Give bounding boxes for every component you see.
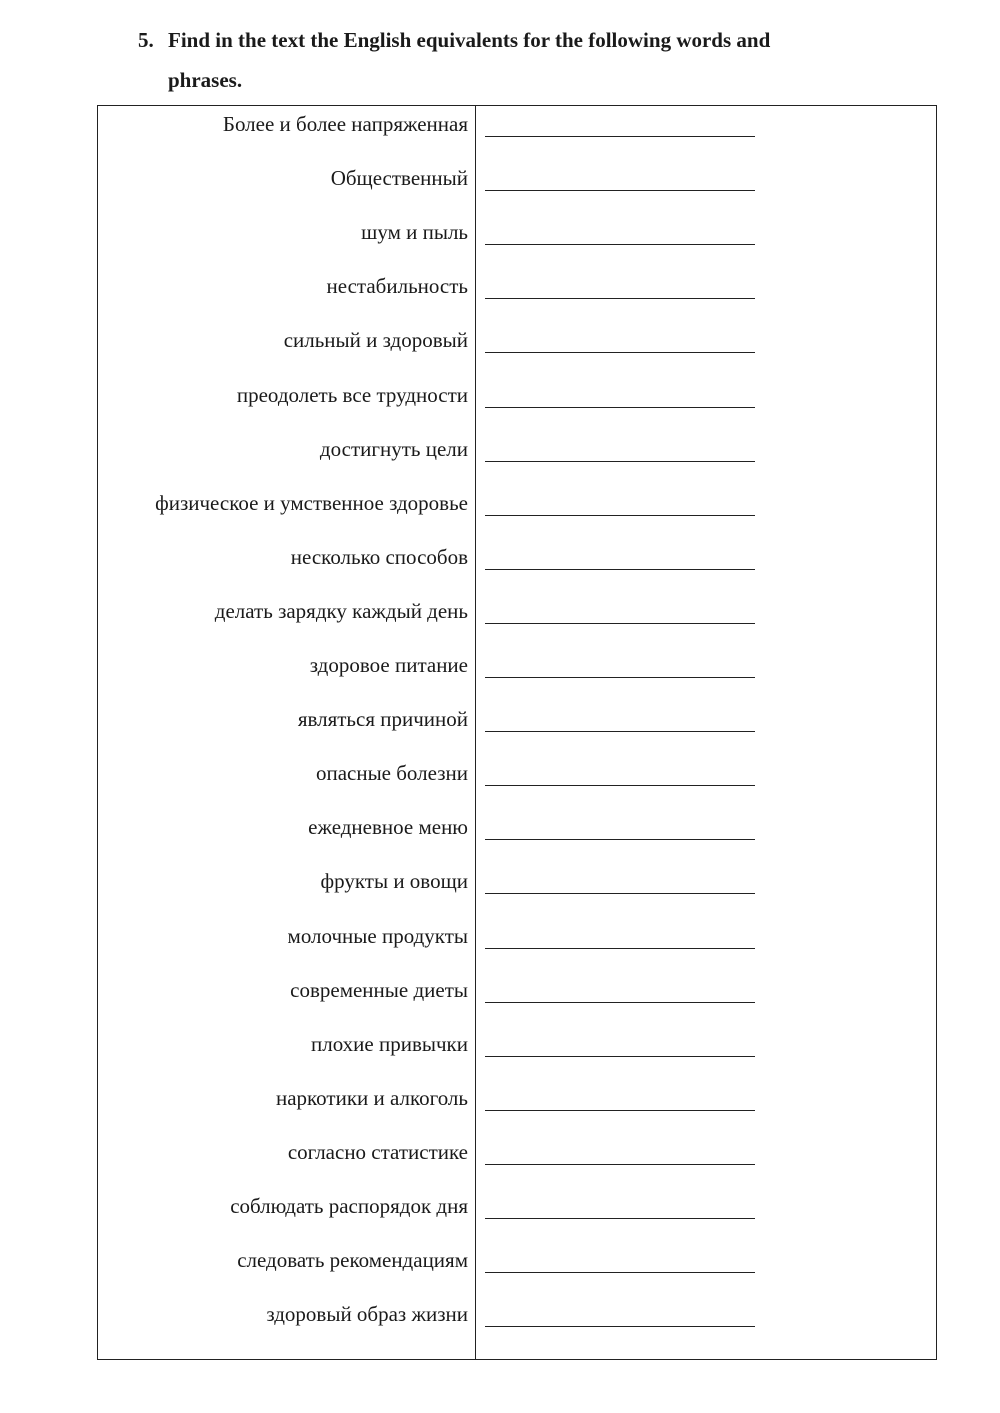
russian-term: Общественный	[330, 166, 468, 191]
answer-blank-line[interactable]	[485, 785, 755, 786]
russian-term: фрукты и овощи	[320, 869, 468, 894]
vocab-row	[98, 812, 938, 866]
russian-term: несколько способов	[290, 544, 468, 569]
russian-term: сильный и здоровый	[283, 328, 468, 353]
vocab-row	[98, 380, 938, 434]
answer-blank-line[interactable]	[485, 948, 755, 949]
answer-blank-line[interactable]	[485, 244, 755, 245]
task-instruction-line-1: Find in the text the English equivalents for the following words and	[168, 28, 771, 52]
russian-term: преодолеть все трудности	[236, 382, 468, 407]
answer-blank-line[interactable]	[485, 839, 755, 840]
answer-blank-line[interactable]	[485, 893, 755, 894]
russian-term: достигнуть цели	[319, 436, 468, 461]
vocab-row	[98, 758, 938, 812]
vocab-row	[98, 109, 938, 163]
vocab-row	[98, 163, 938, 217]
vocab-row	[98, 704, 938, 758]
russian-term: молочные продукты	[287, 923, 468, 948]
russian-term: согласно статистике	[287, 1139, 468, 1164]
russian-term: плохие привычки	[310, 1031, 468, 1056]
russian-term: соблюдать распорядок дня	[230, 1194, 468, 1218]
task-number: 5.	[138, 28, 154, 52]
vocab-row	[98, 1191, 938, 1245]
vocab-row	[98, 434, 938, 488]
vocab-row	[98, 1245, 938, 1299]
vocab-row	[98, 866, 938, 920]
russian-term: делать зарядку каждый день	[214, 598, 468, 623]
answer-blank-line[interactable]	[485, 407, 755, 408]
answer-blank-line[interactable]	[485, 136, 755, 137]
vocab-row	[98, 325, 938, 379]
vocab-row	[98, 217, 938, 271]
answer-blank-line[interactable]	[485, 1002, 755, 1003]
vocab-row	[98, 488, 938, 542]
answer-blank-line[interactable]	[485, 1272, 755, 1273]
russian-term: наркотики и алкоголь	[275, 1085, 468, 1110]
answer-blank-line[interactable]	[485, 461, 755, 462]
vocab-row	[98, 1083, 938, 1137]
russian-term: ежедневное меню	[308, 815, 468, 840]
answer-blank-line[interactable]	[485, 677, 755, 678]
answer-blank-line[interactable]	[485, 569, 755, 570]
answer-blank-line[interactable]	[485, 1326, 755, 1327]
answer-blank-line[interactable]	[485, 352, 755, 353]
vocab-row	[98, 596, 938, 650]
answer-blank-line[interactable]	[485, 1110, 755, 1111]
russian-term: здоровый образ жизни	[266, 1302, 468, 1327]
russian-term: здоровое питание	[309, 653, 468, 677]
vocab-row	[98, 1299, 938, 1353]
russian-term: опасные болезни	[315, 761, 468, 786]
answer-blank-line[interactable]	[485, 1218, 755, 1219]
vocab-row	[98, 271, 938, 325]
answer-blank-line[interactable]	[485, 515, 755, 516]
task-instruction-line-2: phrases.	[168, 68, 243, 92]
answer-blank-line[interactable]	[485, 190, 755, 191]
answer-blank-line[interactable]	[485, 1056, 755, 1057]
vocab-row	[98, 1137, 938, 1191]
answer-blank-line[interactable]	[485, 731, 755, 732]
russian-term: шум и пыль	[361, 220, 468, 245]
vocab-row	[98, 1029, 938, 1083]
russian-term: современные диеты	[290, 977, 468, 1002]
russian-term: нестабильность	[326, 274, 468, 299]
answer-blank-line[interactable]	[485, 1164, 755, 1165]
russian-term: являться причиной	[297, 707, 468, 732]
vocab-row	[98, 542, 938, 596]
russian-term: физическое и умственное здоровье	[155, 490, 468, 515]
vocab-row	[98, 975, 938, 1029]
answer-blank-line[interactable]	[485, 298, 755, 299]
task-heading	[138, 20, 898, 100]
answer-blank-line[interactable]	[485, 623, 755, 624]
russian-term: следовать рекомендациям	[237, 1248, 468, 1273]
russian-term: Более и более напряженная	[222, 112, 468, 136]
vocab-row	[98, 650, 938, 704]
vocabulary-table	[97, 105, 937, 1360]
vocab-row	[98, 921, 938, 975]
